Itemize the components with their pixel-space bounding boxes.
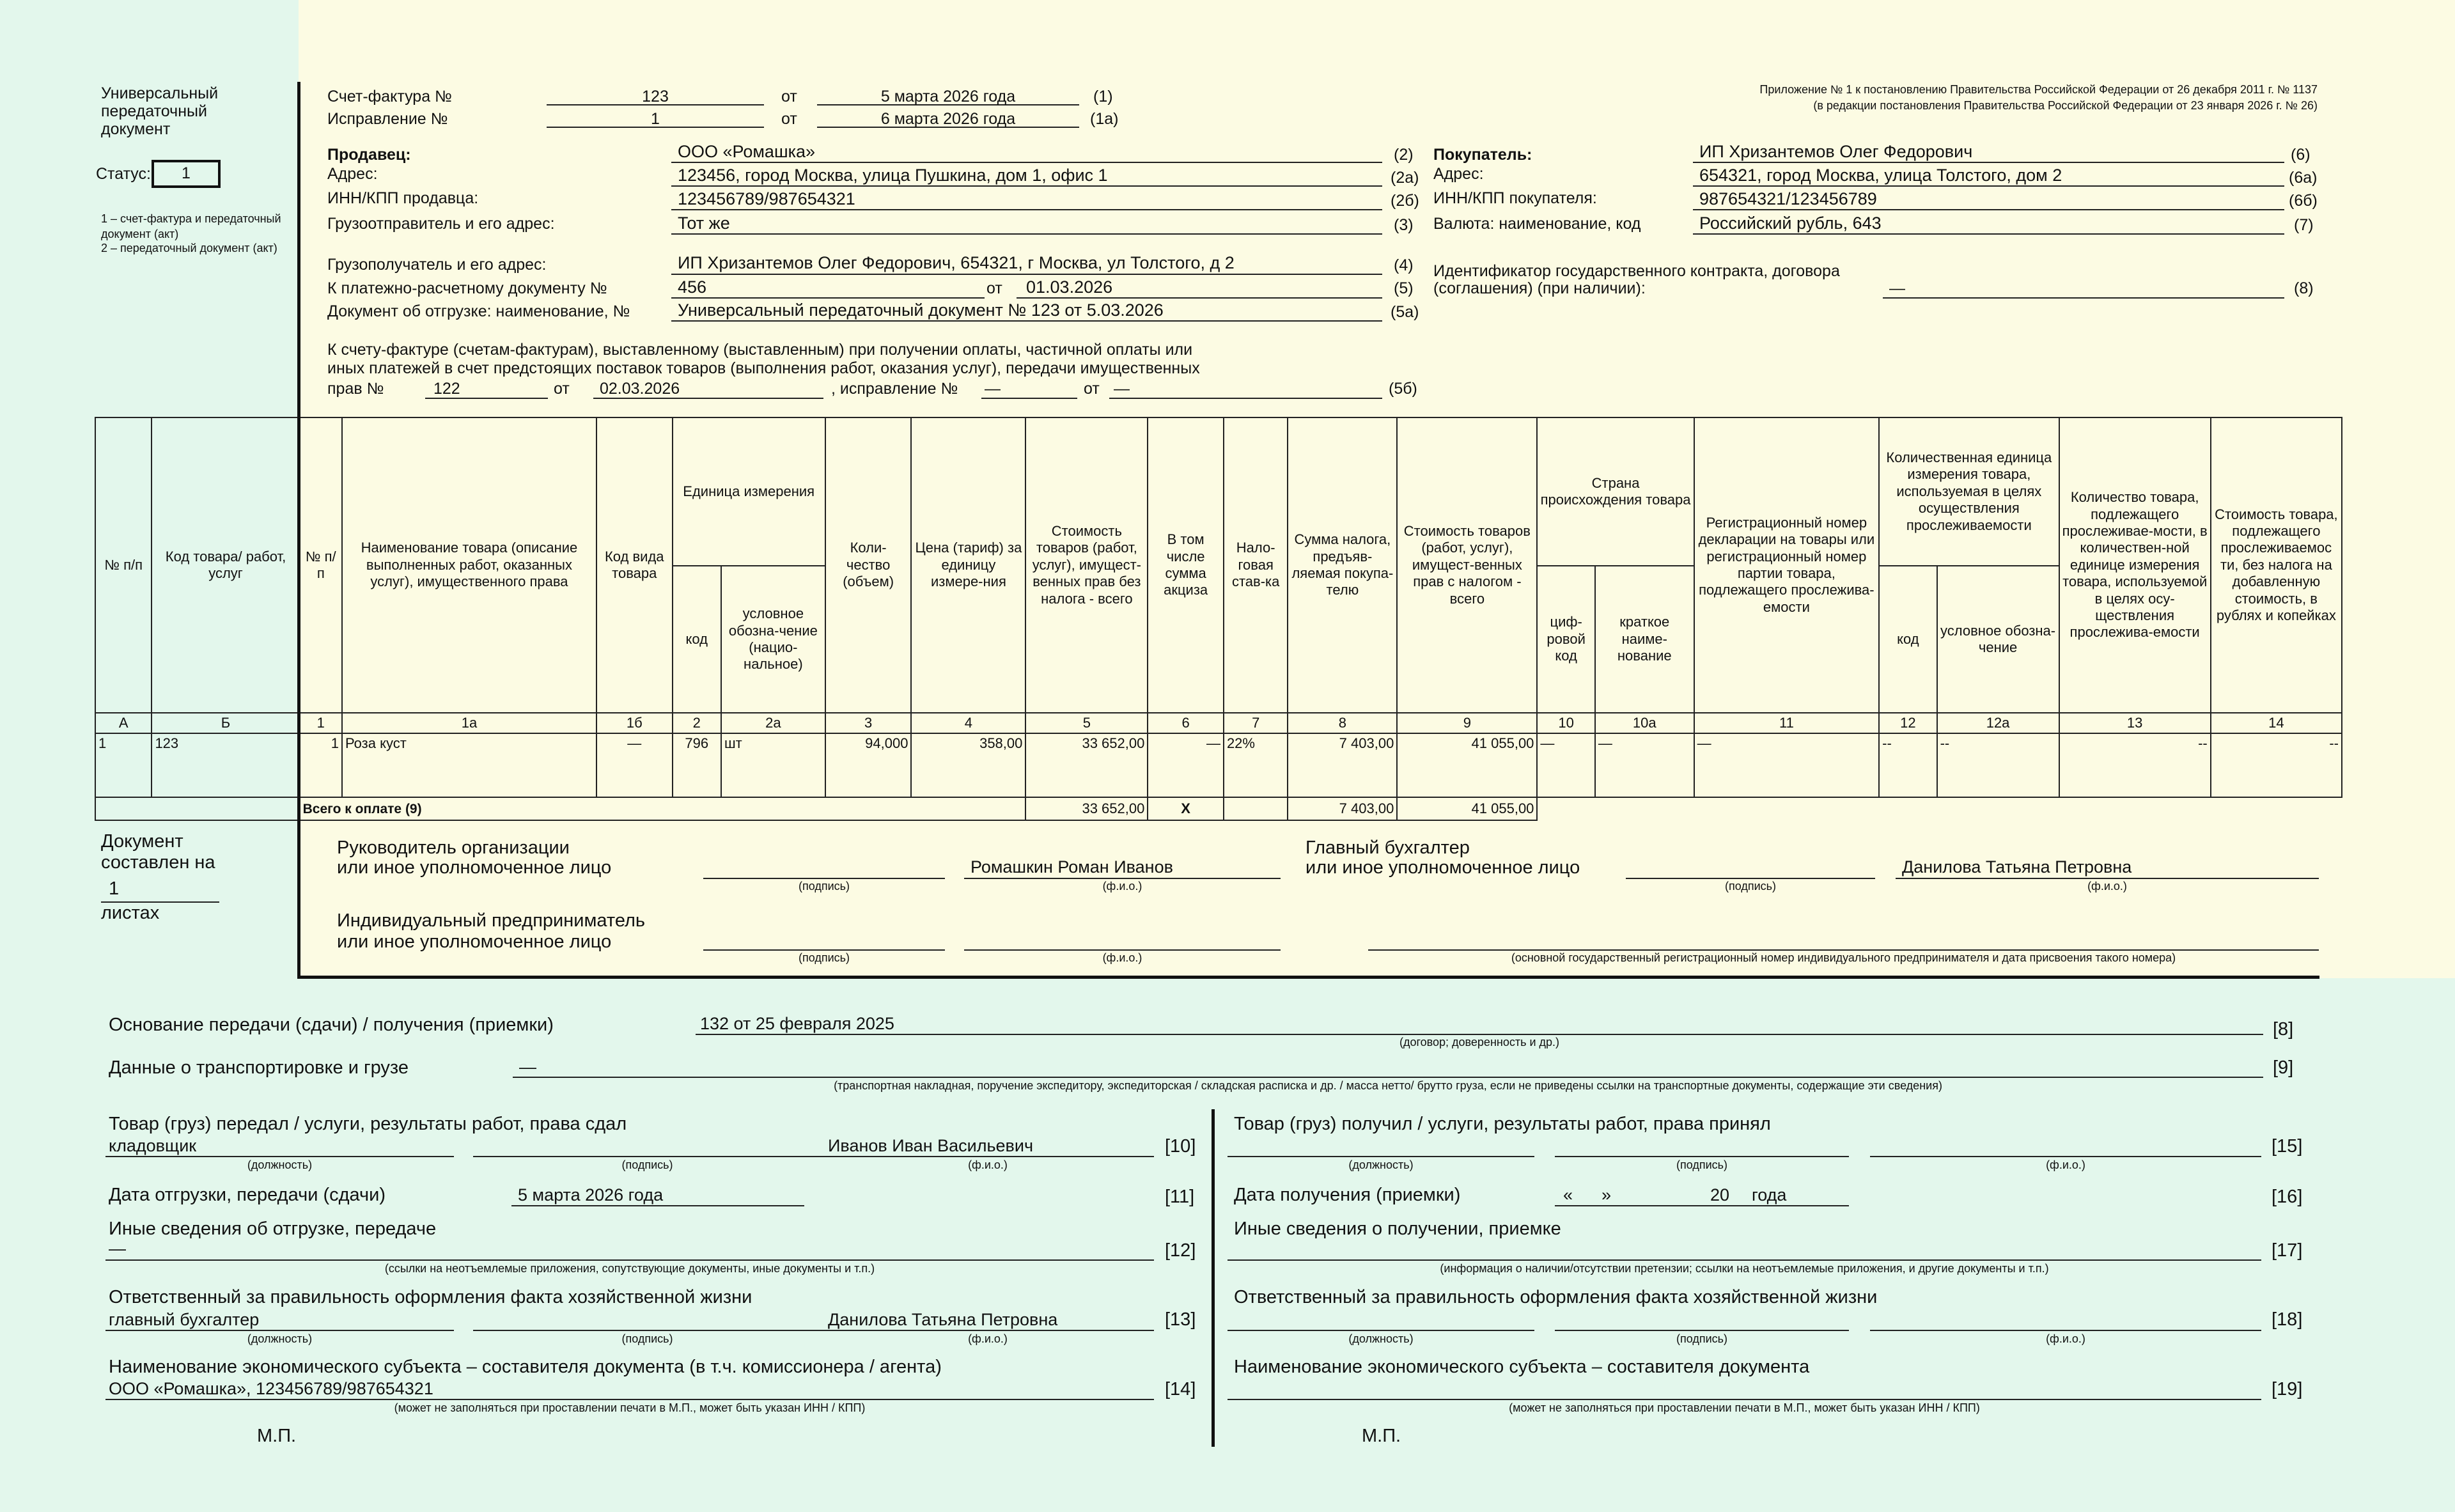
th-track-code: код <box>1879 566 1937 713</box>
ip-ogrn-caption: (основной государственный регистрационный номер индивидуального предпринимателя и дата присвоения такого номера) <box>1511 951 2176 964</box>
correction-number[interactable]: 1 <box>651 110 660 128</box>
ship-other-label: Иные сведения об отгрузке, передаче <box>109 1219 437 1239</box>
shipdoc-value[interactable]: Универсальный передаточный документ № 123 от 5.03.2026 <box>678 300 1164 320</box>
th-unit: Единица измерения <box>673 417 825 566</box>
cell-unit[interactable]: шт <box>721 733 825 797</box>
col-num: 2а <box>721 713 825 733</box>
buyer-name-line <box>1693 162 2284 163</box>
th-unit-name: условное обозна-чение (нацио-нальное) <box>721 566 825 713</box>
recv-other-code: [17] <box>2272 1240 2303 1261</box>
cell-unit-code[interactable]: 796 <box>673 733 721 797</box>
col-num: 7 <box>1224 713 1288 733</box>
ip-name-line <box>964 949 1281 951</box>
recv-date-quote-close: » <box>1602 1185 1612 1204</box>
got-label: Товар (груз) получил / услуги, результаты работ, права принял <box>1234 1114 1771 1134</box>
currency-code: (7) <box>2294 216 2314 234</box>
goods-table <box>95 417 2342 821</box>
table-total-row <box>95 797 2342 820</box>
th-country: Страна происхождения товара <box>1537 417 1694 566</box>
currency-line <box>1693 233 2284 235</box>
buyer-addr-label: Адрес: <box>1433 165 1484 183</box>
left-resp-pos-line <box>105 1330 454 1331</box>
th-cost: Стоимость товаров (работ, услуг), имущест-венных прав без налога - всего <box>1025 417 1148 713</box>
prepay-corr-from: от <box>1084 380 1100 398</box>
right-entity-label: Наименование экономического субъекта – составителя документа <box>1234 1357 1810 1377</box>
seller-addr[interactable]: 123456, город Москва, улица Пушкина, дом 1, офис 1 <box>678 166 1108 185</box>
paydoc-number[interactable]: 456 <box>678 277 707 297</box>
invoice-number[interactable]: 123 <box>642 88 669 105</box>
gave-name[interactable]: Иванов Иван Васильевич <box>828 1136 1034 1155</box>
th-track-cost: Стоимость товара, подлежащего прослеживаемос ти, без налога на добавленную стоимость, в рублях и копейках <box>2211 417 2342 713</box>
buyer-name[interactable]: ИП Хризантемов Олег Федорович <box>1699 142 1973 161</box>
invoice-date[interactable]: 5 марта 2026 года <box>880 88 1016 105</box>
col-num: 9 <box>1397 713 1537 733</box>
shipper-label: Грузоотправитель и его адрес: <box>327 215 555 233</box>
recv-other-label: Иные сведения о получении, приемке <box>1234 1219 1561 1239</box>
cell-price[interactable]: 358,00 <box>911 733 1025 797</box>
head-sign-line <box>703 878 945 879</box>
left-resp-sign-line <box>473 1330 822 1331</box>
left-resp-pos-caption: (должность) <box>247 1332 313 1345</box>
total-label: Всего к оплате (9) <box>300 797 1026 820</box>
prepay-code: (5б) <box>1389 380 1417 398</box>
col-num: 12а <box>1937 713 2059 733</box>
consignee-value[interactable]: ИП Хризантемов Олег Федорович, 654321, г Москва, ул Толстого, д 2 <box>678 253 1235 272</box>
col-num: 10 <box>1537 713 1594 733</box>
transport-caption: (транспортная накладная, поручение экспедитору, экспедиторская / складская расписка и др. / масса нетто/ брутто груза, если не приведены ссылки на транспортные документы, содержащие эти сведения) <box>834 1079 1942 1092</box>
ship-other[interactable]: — <box>109 1239 126 1258</box>
got-fio-caption: (ф.и.о.) <box>2046 1158 2085 1171</box>
status-label: Статус: <box>96 165 151 183</box>
right-stamp-place: М.П. <box>1362 1426 1401 1446</box>
center-divider <box>1212 1109 1215 1447</box>
ship-other-code: [12] <box>1165 1240 1196 1261</box>
gave-fio-caption: (ф.и.о.) <box>968 1158 1008 1171</box>
buyer-title: Покупатель: <box>1433 146 1532 164</box>
seller-addr-label: Адрес: <box>327 165 378 183</box>
seller-inn[interactable]: 123456789/987654321 <box>678 189 855 208</box>
prepay-corr-date[interactable]: — <box>1114 380 1130 398</box>
acc-label-1: Главный бухгалтер <box>1305 838 1470 858</box>
seller-addr-line <box>671 185 1382 187</box>
ip-label-2: или иное уполномоченное лицо <box>337 931 612 952</box>
upper-bottom-border <box>297 976 2319 979</box>
th-price: Цена (тариф) за единицу измере-ния <box>911 417 1025 713</box>
cell-name[interactable]: Роза куст <box>342 733 596 797</box>
invoice-code: (1) <box>1093 88 1113 105</box>
ship-date-code: [11] <box>1165 1187 1195 1207</box>
th-track-name: условное обозна-чение <box>1937 566 2059 713</box>
correction-label: Исправление № <box>327 110 448 128</box>
paydoc-label: К платежно-расчетному документу № <box>327 279 607 297</box>
consignee-code: (4) <box>1394 256 1414 274</box>
cell-decl[interactable]: — <box>1694 733 1879 797</box>
basis-caption: (договор; доверенность и др.) <box>1399 1036 1560 1048</box>
total-tax: 7 403,00 <box>1288 797 1397 820</box>
got-name-line <box>1870 1156 2261 1157</box>
col-num: 1 <box>300 713 342 733</box>
col-num: 2 <box>673 713 721 733</box>
head-sign-caption: (подпись) <box>798 880 850 892</box>
left-resp-code: [13] <box>1165 1309 1196 1330</box>
acc-sign-line <box>1626 878 1875 879</box>
right-resp-fio-caption: (ф.и.о.) <box>2046 1332 2085 1345</box>
prepay-text-2: иных платежей в счет предстоящих поставок товаров (выполнения работ, оказания услуг), передачи имущественных <box>327 359 1200 377</box>
basis-value[interactable]: 132 от 25 февраля 2025 <box>700 1014 894 1033</box>
left-resp-label: Ответственный за правильность оформления факта хозяйственной жизни <box>109 1287 752 1307</box>
transport-value[interactable]: — <box>519 1057 536 1077</box>
th-track-unit: Количественная единица измерения товара, используемая в целях осуществления прослеживаемости <box>1879 417 2059 566</box>
cell-cost[interactable]: 33 652,00 <box>1025 733 1148 797</box>
ship-date-line <box>511 1205 804 1206</box>
col-num: 3 <box>825 713 912 733</box>
cell-track-qty[interactable]: -- <box>2059 733 2211 797</box>
cell-track-cost[interactable]: -- <box>2211 733 2342 797</box>
cell-tax[interactable]: 7 403,00 <box>1288 733 1397 797</box>
col-num: 6 <box>1148 713 1224 733</box>
consignee-label: Грузополучатель и его адрес: <box>327 256 547 274</box>
shipper-value[interactable]: Тот же <box>678 214 730 233</box>
gave-label: Товар (груз) передал / услуги, результаты работ, права сдал <box>109 1114 627 1134</box>
contract-label-1: Идентификатор государственного контракта, договора <box>1433 262 1840 280</box>
pages-count[interactable]: 1 <box>109 878 120 899</box>
th-decl: Регистрационный номер декларации на товары или регистрационный номер партии товара, подлежащего прослежива-емости <box>1694 417 1879 713</box>
recv-other-caption: (информация о наличии/отсутствии претензии; ссылки на неотъемлемые приложения, и другие документы и т.п.) <box>1440 1262 2049 1275</box>
recv-date-line <box>1555 1205 1849 1206</box>
pages-label-2: составлен на <box>101 852 215 873</box>
left-entity-label: Наименование экономического субъекта – составителя документа (в т.ч. комиссионера / агента) <box>109 1357 942 1377</box>
pages-label-1: Документ <box>101 831 183 852</box>
paydoc-code: (5) <box>1394 279 1414 297</box>
left-stamp-place: М.П. <box>257 1426 297 1446</box>
th-rate: Нало-говая став-ка <box>1224 417 1288 713</box>
doc-type-label: Универсальный передаточный документ <box>101 84 219 138</box>
status-value-box[interactable]: 1 <box>152 160 221 188</box>
right-resp-sign-line <box>1555 1330 1849 1331</box>
invoice-label: Счет-фактура № <box>327 88 452 105</box>
seller-inn-label: ИНН/КПП продавца: <box>327 189 479 207</box>
prepay-num[interactable]: 122 <box>433 380 460 398</box>
gave-sign-caption: (подпись) <box>621 1158 673 1171</box>
right-resp-pos-caption: (должность) <box>1348 1332 1414 1345</box>
ship-other-line <box>105 1259 1154 1261</box>
col-num: 8 <box>1288 713 1397 733</box>
total-excise: X <box>1148 797 1224 820</box>
appendix-line-1: Приложение № 1 к постановлению Правительства Российской Федерации от 26 декабря 2011 г. № 1137 <box>1759 83 2318 96</box>
buyer-inn-label: ИНН/КПП покупателя: <box>1433 189 1597 207</box>
left-entity[interactable]: ООО «Ромашка», 123456789/987654321 <box>109 1379 433 1398</box>
correction-code: (1а) <box>1090 110 1119 128</box>
gave-code: [10] <box>1165 1136 1196 1157</box>
recv-date-year: 20 <box>1710 1185 1730 1204</box>
ship-date-label: Дата отгрузки, передачи (сдачи) <box>109 1185 386 1205</box>
correction-date[interactable]: 6 марта 2026 года <box>880 110 1016 128</box>
recv-date-quote-open: « <box>1563 1185 1573 1204</box>
acc-fio-caption: (ф.и.о.) <box>2087 880 2127 892</box>
cell-np2[interactable]: 1 <box>300 733 342 797</box>
ip-fio-caption: (ф.и.о.) <box>1102 951 1142 964</box>
cell-code[interactable]: 123 <box>152 733 299 797</box>
left-entity-line <box>105 1399 1154 1400</box>
ip-ogrn-line <box>1368 949 2319 951</box>
col-num: 12 <box>1879 713 1937 733</box>
currency-label: Валюта: наименование, код <box>1433 215 1641 233</box>
head-name-line <box>964 878 1281 879</box>
head-label-2: или иное уполномоченное лицо <box>337 857 612 878</box>
recv-other-line <box>1228 1259 2261 1261</box>
transport-line <box>513 1077 2263 1078</box>
ip-label-1: Индивидуальный предприниматель <box>337 910 646 931</box>
col-num: А <box>95 713 152 733</box>
correction-from: от <box>781 110 797 128</box>
seller-name[interactable]: ООО «Ромашка» <box>678 142 816 161</box>
paydoc-date-line <box>1017 297 1382 299</box>
col-num: Б <box>152 713 299 733</box>
gave-sign-line <box>473 1156 822 1157</box>
prepay-corr-date-line <box>1109 398 1382 399</box>
shipper-line <box>671 233 1382 235</box>
cell-country[interactable]: — <box>1595 733 1694 797</box>
cell-total[interactable]: 41 055,00 <box>1397 733 1537 797</box>
cell-excise[interactable]: — <box>1148 733 1224 797</box>
cell-kind[interactable]: — <box>596 733 673 797</box>
ip-sign-caption: (подпись) <box>798 951 850 964</box>
currency-value[interactable]: Российский рубль, 643 <box>1699 214 1882 233</box>
buyer-name-code: (6) <box>2291 146 2311 164</box>
col-num: 1б <box>596 713 673 733</box>
th-tax: Сумма налога, предъяв-ляемая покупа-телю <box>1288 417 1397 713</box>
table-column-numbers <box>95 713 2342 733</box>
contract-value[interactable]: — <box>1889 279 1905 297</box>
acc-name-line <box>1896 878 2319 879</box>
got-sign-caption: (подпись) <box>1676 1158 1728 1171</box>
left-entity-code: [14] <box>1165 1379 1196 1399</box>
buyer-inn-line <box>1693 209 2284 210</box>
seller-name-code: (2) <box>1394 146 1414 164</box>
left-resp-fio-caption: (ф.и.о.) <box>968 1332 1008 1345</box>
appendix-line-2: (в редакции постановления Правительства Российской Федерации от 23 января 2026 г. № 26) <box>1813 99 2318 112</box>
contract-label-2: (соглашения) (при наличии): <box>1433 279 1646 297</box>
acc-name[interactable]: Данилова Татьяна Петровна <box>1902 857 2132 877</box>
col-num: 13 <box>2059 713 2211 733</box>
got-sign-line <box>1555 1156 1849 1157</box>
head-name[interactable]: Ромашкин Роман Иванов <box>970 857 1173 877</box>
right-resp-label: Ответственный за правильность оформления факта хозяйственной жизни <box>1234 1287 1878 1307</box>
basis-line <box>696 1034 2263 1035</box>
transport-label: Данные о транспортировке и грузе <box>109 1057 409 1078</box>
ip-sign-line <box>703 949 945 951</box>
seller-inn-line <box>671 209 1382 210</box>
right-entity-line <box>1228 1399 2261 1400</box>
shipdoc-label: Документ об отгрузке: наименование, № <box>327 302 630 320</box>
pages-label-3: листах <box>101 903 160 923</box>
seller-title: Продавец: <box>327 146 411 164</box>
left-resp-name[interactable]: Данилова Татьяна Петровна <box>828 1310 1058 1329</box>
total-cost: 33 652,00 <box>1025 797 1148 820</box>
seller-inn-code: (2б) <box>1391 192 1419 210</box>
col-num: 4 <box>911 713 1025 733</box>
cell-track-name[interactable]: -- <box>1937 733 2059 797</box>
th-name: Наименование товара (описание выполненных работ, оказанных услуг), имущественного права <box>342 417 596 713</box>
gave-pos-line <box>105 1156 454 1157</box>
left-resp-name-line <box>822 1330 1154 1331</box>
ship-other-caption: (ссылки на неотъемлемые приложения, сопутствующие документы, иные документы и т.п.) <box>384 1262 875 1275</box>
invoice-from: от <box>781 88 797 105</box>
head-fio-caption: (ф.и.о.) <box>1102 880 1142 892</box>
buyer-addr-line <box>1693 185 2284 187</box>
cell-np[interactable]: 1 <box>95 733 152 797</box>
shipdoc-code: (5а) <box>1391 303 1419 321</box>
seller-name-line <box>671 162 1382 163</box>
th-total: Стоимость товаров (работ, услуг), имущест-венных прав с налогом - всего <box>1397 417 1537 713</box>
table-header-row <box>95 417 2342 566</box>
status-note-2: 2 – передаточный документ (акт) <box>101 242 277 254</box>
right-entity-caption: (может не заполняться при проставлении печати в М.П., может быть указан ИНН / КПП) <box>1509 1401 1980 1414</box>
th-np: № п/п <box>95 417 152 713</box>
paydoc-date[interactable]: 01.03.2026 <box>1026 277 1113 297</box>
paydoc-number-line <box>671 297 985 299</box>
right-resp-sign-caption: (подпись) <box>1676 1332 1728 1345</box>
head-label-1: Руководитель организации <box>337 838 570 858</box>
paydoc-from: от <box>986 279 1002 297</box>
th-unit-code: код <box>673 566 721 713</box>
prepay-from: от <box>554 380 570 398</box>
col-num: 1а <box>342 713 596 733</box>
left-resp-position[interactable]: главный бухгалтер <box>109 1310 260 1329</box>
col-num: 11 <box>1694 713 1879 733</box>
col-num: 14 <box>2211 713 2342 733</box>
th-country-name: краткое наиме-нование <box>1595 566 1694 713</box>
buyer-addr[interactable]: 654321, город Москва, улица Толстого, дом 2 <box>1699 166 2062 185</box>
contract-code: (8) <box>2294 279 2314 297</box>
status-note-1: 1 – счет-фактура и передаточный документ (акт) <box>101 212 281 240</box>
gave-name-line <box>822 1156 1154 1157</box>
gave-pos-caption: (должность) <box>247 1158 313 1171</box>
th-excise: В том числе сумма акциза <box>1148 417 1224 713</box>
right-resp-name-line <box>1870 1330 2261 1331</box>
col-num: 5 <box>1025 713 1148 733</box>
buyer-inn[interactable]: 987654321/123456789 <box>1699 189 1877 208</box>
prepay-text-1: К счету-фактуре (счетам-фактурам), выставленному (выставленным) при получении оплаты, частичной оплаты или <box>327 341 1193 359</box>
th-np2: № п/п <box>300 417 342 713</box>
acc-label-2: или иное уполномоченное лицо <box>1305 857 1580 878</box>
got-pos-caption: (должность) <box>1348 1158 1414 1171</box>
left-entity-caption: (может не заполняться при проставлении печати в М.П., может быть указан ИНН / КПП) <box>394 1401 866 1414</box>
th-code: Код товара/ работ, услуг <box>152 417 299 713</box>
got-pos-line <box>1228 1156 1534 1157</box>
ship-date[interactable]: 5 марта 2026 года <box>518 1185 664 1204</box>
prepay-date[interactable]: 02.03.2026 <box>600 380 680 398</box>
gave-position[interactable]: кладовщик <box>109 1136 197 1155</box>
cell-country-code[interactable]: — <box>1537 733 1594 797</box>
prepay-label: прав № <box>327 380 384 398</box>
cell-qty[interactable]: 94,000 <box>825 733 912 797</box>
prepay-corr[interactable]: — <box>985 380 1001 398</box>
cell-track-code[interactable]: -- <box>1879 733 1937 797</box>
shipdoc-line <box>671 320 1382 322</box>
transport-code: [9] <box>2273 1057 2294 1078</box>
th-track-qty: Количество товара, подлежащего прослеживае-мости, в количествен-ной единице измерения товара, используемой в целях осу-ществления прослежива-емости <box>2059 417 2211 713</box>
prepay-corr-label: , исправление № <box>831 380 958 398</box>
seller-addr-code: (2а) <box>1391 169 1419 187</box>
col-num: 10а <box>1595 713 1694 733</box>
got-code: [15] <box>2272 1136 2303 1157</box>
right-resp-code: [18] <box>2272 1309 2303 1330</box>
contract-line <box>1883 297 2284 299</box>
left-resp-sign-caption: (подпись) <box>621 1332 673 1345</box>
table-row[interactable] <box>95 733 2342 797</box>
buyer-addr-code: (6а) <box>2289 169 2318 187</box>
th-qty: Коли-чество (объем) <box>825 417 912 713</box>
basis-code: [8] <box>2273 1019 2294 1040</box>
consignee-line <box>671 274 1382 275</box>
acc-sign-caption: (подпись) <box>1724 880 1777 892</box>
right-entity-code: [19] <box>2272 1379 2303 1399</box>
recv-date-label: Дата получения (приемки) <box>1234 1185 1461 1205</box>
th-kind: Код вида товара <box>596 417 673 713</box>
th-country-code: циф-ровой код <box>1537 566 1594 713</box>
buyer-inn-code: (6б) <box>2289 192 2318 210</box>
recv-date-code: [16] <box>2272 1187 2303 1207</box>
right-resp-pos-line <box>1228 1330 1534 1331</box>
shipper-code: (3) <box>1394 216 1414 234</box>
basis-label: Основание передачи (сдачи) / получения (приемки) <box>109 1015 554 1035</box>
recv-date-suffix: года <box>1752 1185 1787 1204</box>
cell-rate[interactable]: 22% <box>1224 733 1288 797</box>
total-sum: 41 055,00 <box>1397 797 1537 820</box>
table-divider <box>297 417 300 822</box>
